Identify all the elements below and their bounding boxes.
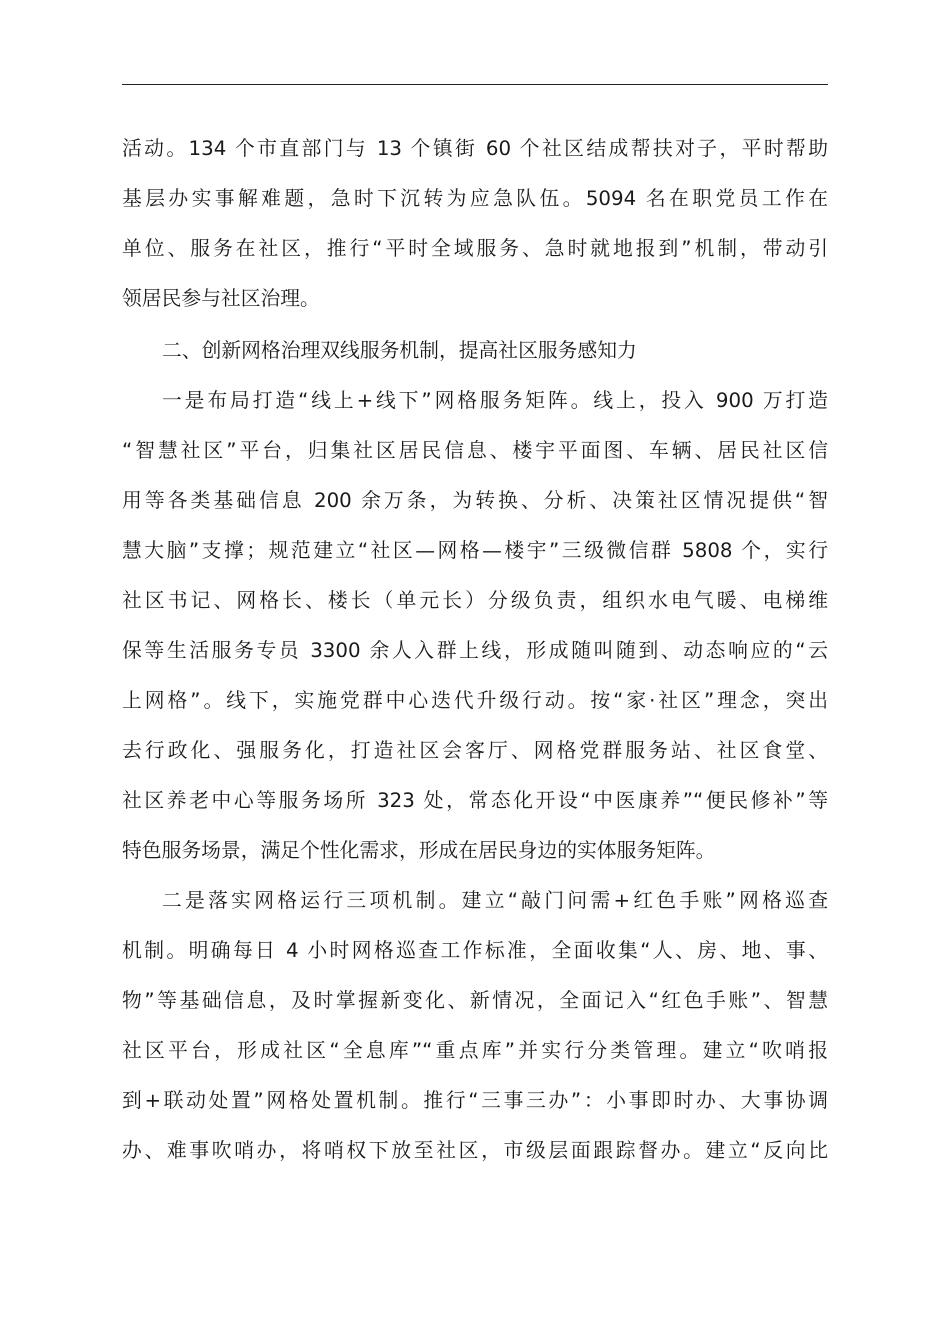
text-line: 机制。明确每日 4 小时网格巡查工作标准，全面收集“人、房、地、事、 bbox=[122, 939, 828, 962]
text-line: 用等各类基础信息 200 余万条，为转换、分析、决策社区情况提供“智 bbox=[122, 489, 828, 512]
text-line: 慧大脑”支撑；规范建立“社区—网格—楼宇”三级微信群 5808 个，实行 bbox=[122, 539, 828, 562]
text-line: 社区平台，形成社区“全息库”“重点库”并实行分类管理。建立“吹哨报 bbox=[122, 1039, 828, 1062]
header-rule bbox=[122, 84, 828, 85]
text-line: 上网格”。线下，实施党群中心迭代升级行动。按“家·社区”理念，突出 bbox=[122, 689, 828, 712]
text-line: 二是落实网格运行三项机制。建立“敲门问需+红色手账”网格巡查 bbox=[162, 889, 828, 912]
text-line: 领居民参与社区治理。 bbox=[122, 287, 320, 310]
text-line: 基层办实事解难题，急时下沉转为应急队伍。5094 名在职党员工作在 bbox=[122, 187, 828, 210]
text-line: 到+联动处置”网格处置机制。推行“三事三办”：小事即时办、大事协调 bbox=[122, 1089, 828, 1112]
text-line: 社区养老中心等服务场所 323 处，常态化开设“中医康养”“便民修补”等 bbox=[122, 789, 828, 812]
text-line: 办、难事吹哨办，将哨权下放至社区，市级层面跟踪督办。建立“反向比 bbox=[122, 1139, 828, 1162]
section-heading: 二、创新网格治理双线服务机制，提高社区服务感知力 bbox=[162, 339, 637, 362]
text-line: 物”等基础信息，及时掌握新变化、新情况，全面记入“红色手账”、智慧 bbox=[122, 989, 828, 1012]
text-line: 特色服务场景，满足个性化需求，形成在居民身边的实体服务矩阵。 bbox=[122, 839, 716, 862]
text-line: “智慧社区”平台，归集社区居民信息、楼宇平面图、车辆、居民社区信 bbox=[122, 439, 828, 462]
text-line: 活动。134 个市直部门与 13 个镇街 60 个社区结成帮扶对子，平时帮助 bbox=[122, 137, 828, 160]
text-line: 保等生活服务专员 3300 余人入群上线，形成随叫随到、动态响应的“云 bbox=[122, 639, 828, 662]
text-line: 去行政化、强服务化，打造社区会客厅、网格党群服务站、社区食堂、 bbox=[122, 739, 828, 762]
text-line: 一是布局打造“线上+线下”网格服务矩阵。线上，投入 900 万打造 bbox=[162, 389, 828, 412]
text-line: 社区书记、网格长、楼长（单元长）分级负责，组织水电气暖、电梯维 bbox=[122, 589, 828, 612]
text-line: 单位、服务在社区，推行“平时全域服务、急时就地报到”机制，带动引 bbox=[122, 237, 828, 260]
